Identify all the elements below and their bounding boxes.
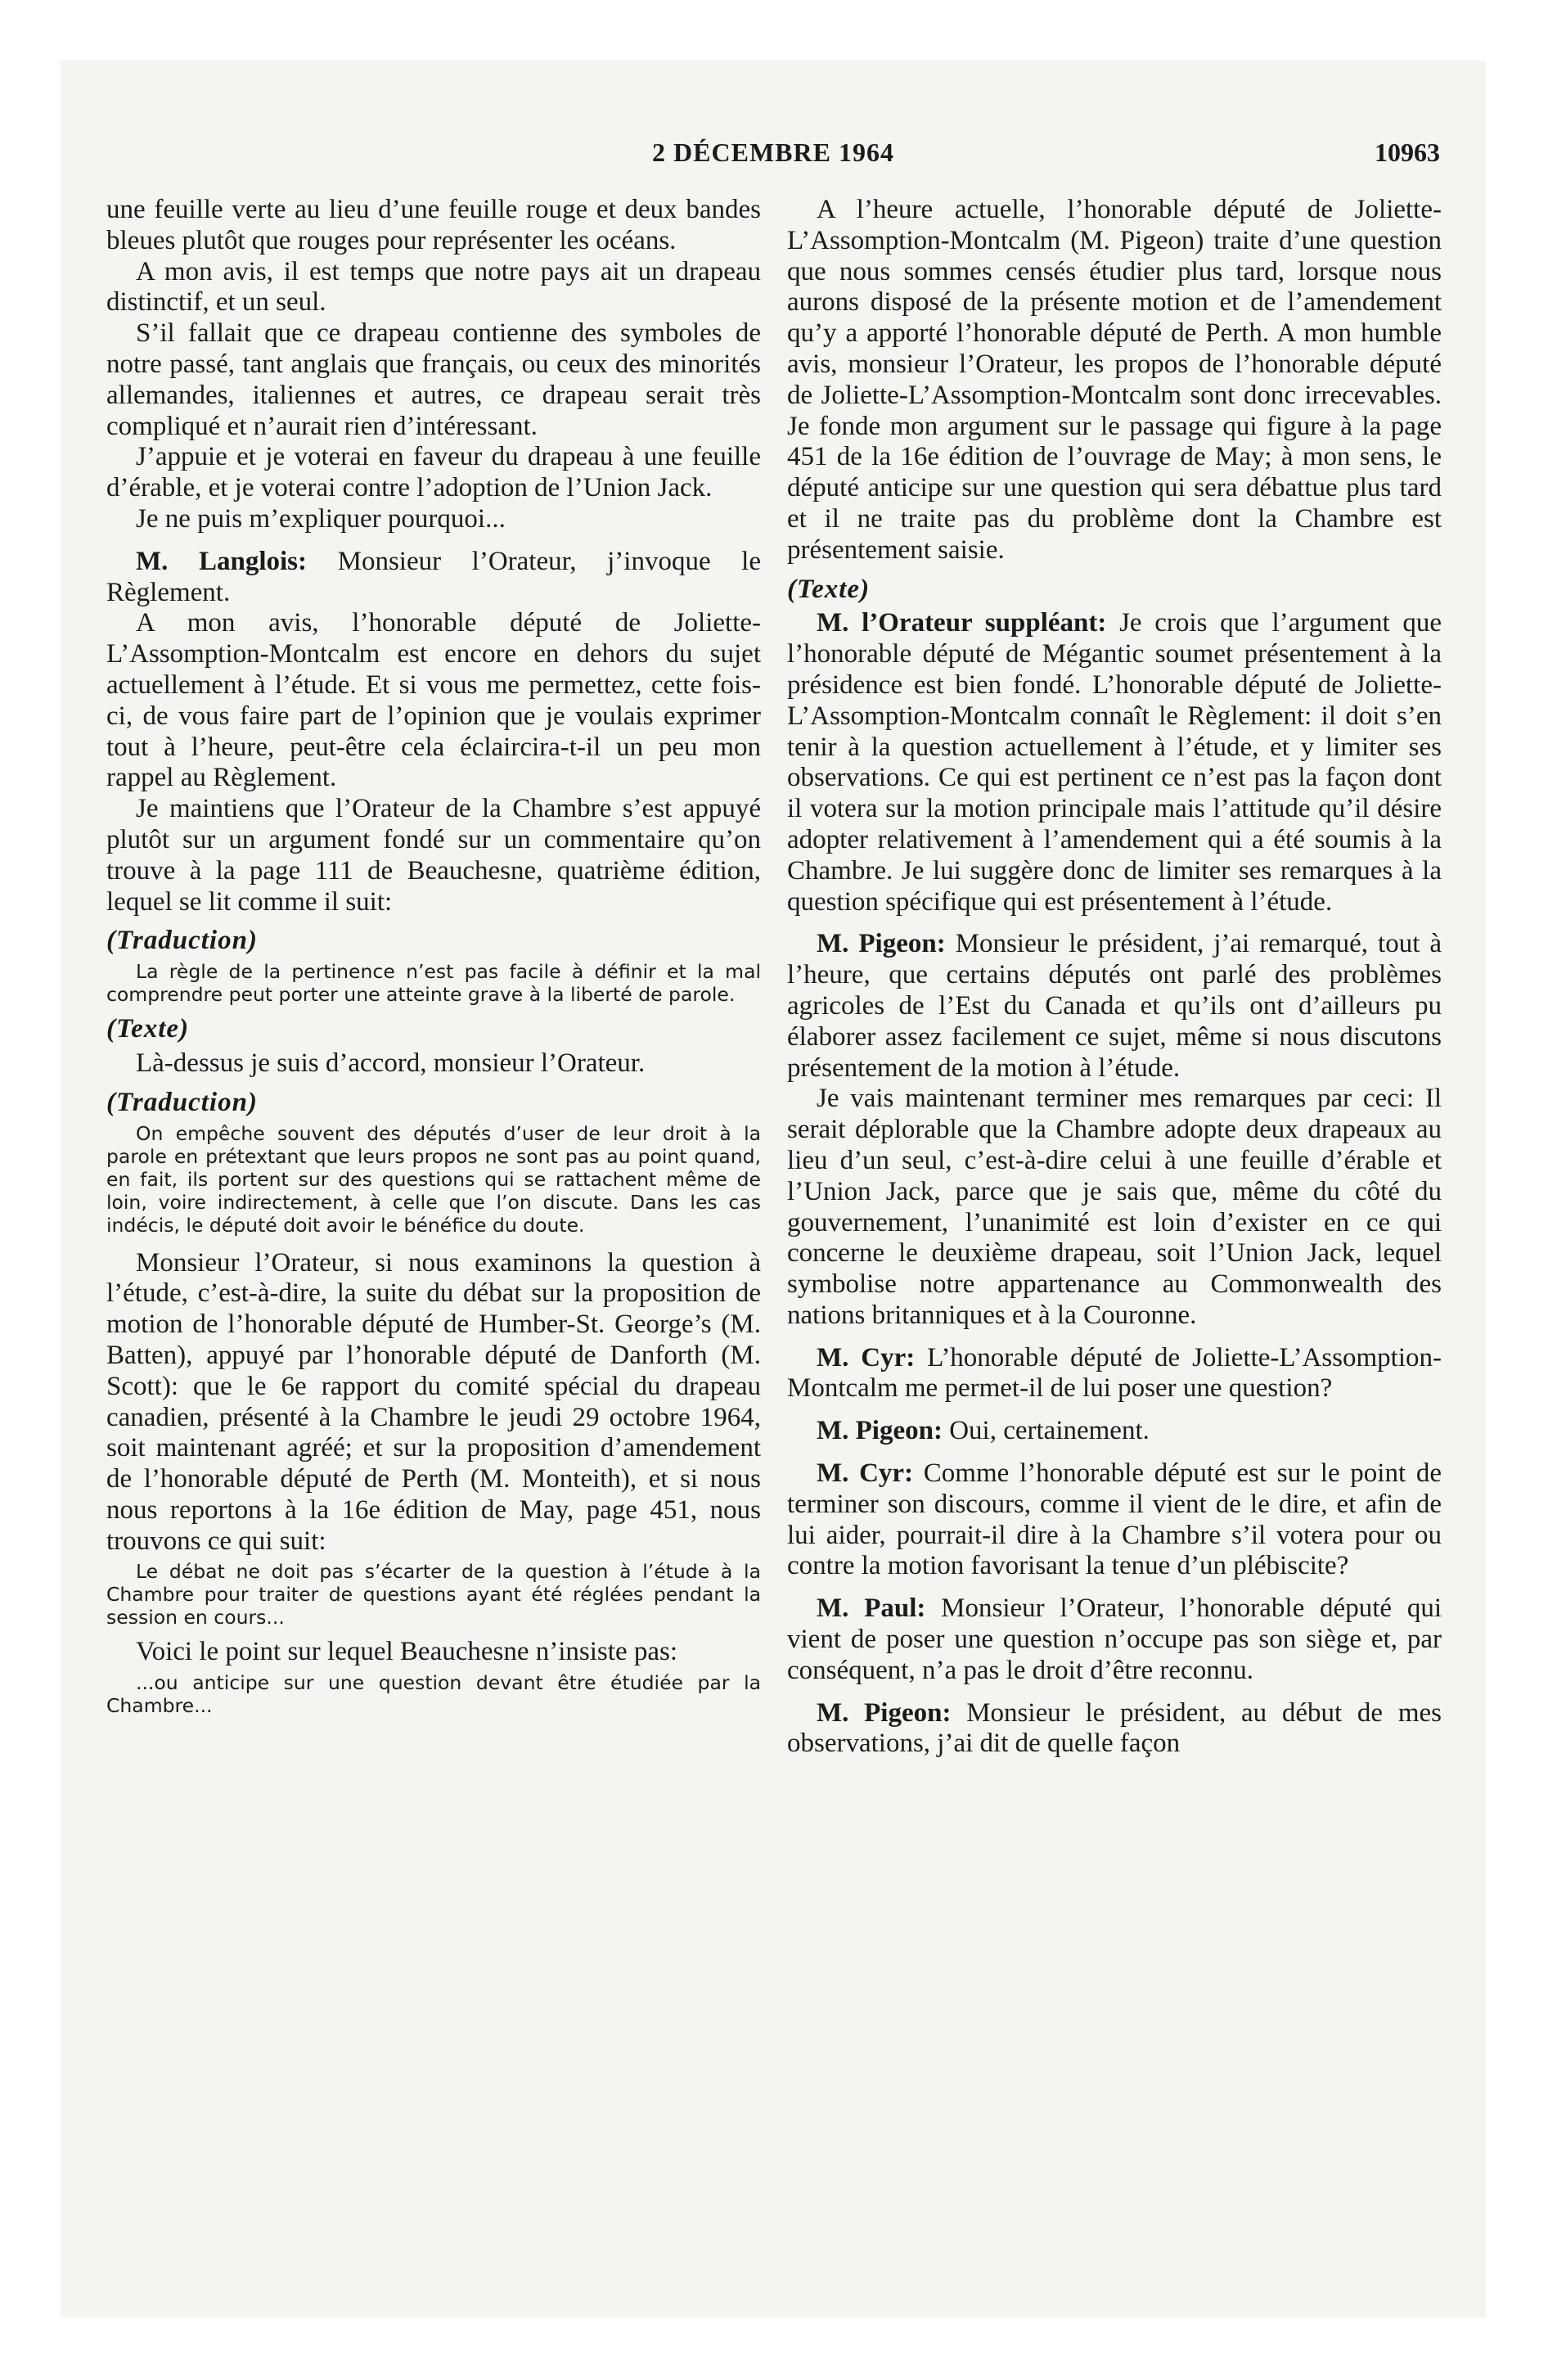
speaker-name: M. l’Orateur suppléant:: [817, 608, 1107, 638]
header-date: 2 DÉCEMBRE 1964: [652, 137, 894, 167]
speaker-name: M. Paul:: [817, 1593, 926, 1624]
speech-paragraph: [787, 929, 1442, 1084]
paragraph: A mon avis, il est temps que notre pays ait un drapeau distinctif, et un seul.: [106, 256, 761, 318]
paragraph: A mon avis, l’honorable député de Joliette-L’Assomption-Montcalm est encore en dehors du sujet actuellement à l’étude. Et si vous me permettez, cette fois-ci, de vous faire part de l’opinion que je voulais exprimer tout à l’heure, peut-être cela éclaircira-t-il un peu mon rappel au Règlement.: [106, 608, 761, 793]
speech-paragraph: [787, 1416, 1442, 1447]
page-header: [106, 137, 1440, 170]
speech-paragraph: [787, 1458, 1442, 1582]
paragraph: S’il fallait que ce drapeau contienne des symboles de notre passé, tant anglais que français, ou ceux des minorités allemandes, italiennes et autres, ce drapeau serait très compliqué et n’aurait rien d’intéressant.: [106, 318, 761, 441]
paragraph: Voici le point sur lequel Beauchesne n’insiste pas:: [136, 1637, 677, 1667]
speech-paragraph: [787, 608, 1442, 917]
block-quote: La règle de la pertinence n’est pas facile à définir et la mal comprendre peut porter une atteinte grave à la liberté de parole.: [106, 960, 761, 1007]
speech-paragraph: [787, 1593, 1442, 1686]
paragraph: J’appuie et je voterai en faveur du drapeau à une feuille d’érable, et je voterai contre l’adoption de l’Union Jack.: [106, 442, 761, 503]
paragraph: Je maintiens que l’Orateur de la Chambre s’est appuyé plutôt sur un argument fondé sur un commentaire qu’on trouve à la page 111 de Beauchesne, quatrième édition, lequel se lit comme il suit:: [106, 794, 761, 917]
speech-paragraph: [106, 547, 761, 609]
speaker-name: M. Pigeon:: [817, 929, 946, 959]
translation-label: (Traduction): [106, 1087, 258, 1117]
paragraph: Je ne puis m’expliquer pourquoi...: [136, 503, 506, 534]
block-quote: ...ou anticipe sur une question devant être étudiée par la Chambre...: [106, 1671, 761, 1718]
paragraph: Monsieur l’Orateur, si nous examinons la question à l’étude, c’est-à-dire, la suite du débat sur la proposition de motion de l’honorable député de Humber-St. George’s (M. Batten), appuyé par l’honorable député de Danforth (M. Scott): que le 6e rapport du comité spécial du drapeau canadien, présenté à la Chambre le jeudi 29 octobre 1964, soit maintenant agréé; et sur la proposition d’amendement de l’honorable député de Perth (M. Monteith), et si nous nous reportons à la 16e édition de May, page 451, nous trouvons ce qui suit:: [106, 1247, 761, 1556]
speech-text: Je crois que l’argument que l’honorable député de Mégantic soumet présentement à la présidence est bien fondé. L’honorable député de Joliette-L’Assomption-Montcalm connaît le Règlement: il doit s’en tenir à la question actuellement à l’étude, et y limiter ses observations. Ce qui est pertinent ce n’est pas la façon dont il votera sur la motion principale mais l’attitude qu’il désire adopter relativement à l’amendement qui a été soumis à la Chambre. Je lui suggère donc de limiter ses remarques à la question spécifique qui est présentement à l’étude.: [787, 608, 1442, 917]
speech-text: Monsieur l’Orateur, l’honorable député qui vient de poser une question n’occupe pas son siège et, par conséquent, n’a pas le droit d’être reconnu.: [787, 1593, 1442, 1685]
speech-paragraph: [787, 1343, 1442, 1405]
page-number: 10963: [1375, 137, 1440, 167]
paragraph: une feuille verte au lieu d’une feuille rouge et deux bandes bleues plutôt que rouges pour représenter les océans.: [106, 195, 761, 255]
speaker-name: M. Pigeon:: [817, 1697, 952, 1728]
paragraph: A l’heure actuelle, l’honorable député de Joliette-L’Assomption-Montcalm (M. Pigeon) traite d’une question que nous sommes censés étudier plus tard, lorsque nous aurons disposé de la présente motion et de l’amendement qu’y a apporté l’honorable député de Perth. A mon humble avis, monsieur l’Orateur, les propos de l’honorable député de Joliette-L’Assomption-Montcalm sont donc irrecevables. Je fonde mon argument sur le passage qui figure à la page 451 de la 16e édition de l’ouvrage de May; à mon sens, le député anticipe sur une question qui sera débattue plus tard et il ne traite pas du problème dont la Chambre est présentement saisie.: [787, 195, 1442, 565]
speech-paragraph: [787, 1698, 1442, 1760]
speech-text: Comme l’honorable député est sur le point de terminer son discours, comme il vient de le dire, et afin de lui aider, pourrait-il dire à la Chambre s’il votera pour ou contre la motion favorisant la tenue d’un plébiscite?: [787, 1458, 1442, 1581]
text-label: (Texte): [787, 574, 871, 604]
block-quote: On empêche souvent des députés d’user de leur droit à la parole en prétextant que leurs propos ne sont pas au point quand, en fait, ils portent sur des questions qui se rattachent même de loin, voire indirectement, à celle que l’on discute. Dans les cas indécis, le député doit avoir le bénéfice du doute.: [106, 1121, 761, 1237]
paragraph: Je vais maintenant terminer mes remarques par ceci: Il serait déplorable que la Chambre adopte deux drapeaux au lieu d’un seul, c’est-à-dire celui à une feuille d’érable et l’Union Jack, parce que je sais que, même du côté du gouvernement, l’unanimité est loin d’exister en ce qui concerne le deuxième drapeau, soit l’Union Jack, lequel symbolise notre appartenance au Commonwealth des nations britanniques et à la Couronne.: [787, 1084, 1442, 1330]
block-quote: Le débat ne doit pas s’écarter de la question à l’étude à la Chambre pour traiter de questions ayant été réglées pendant la session en cours...: [106, 1560, 761, 1629]
translation-label: (Traduction): [106, 926, 258, 956]
paragraph: Là-dessus je suis d’accord, monsieur l’Orateur.: [136, 1048, 646, 1078]
right-column: [787, 195, 1442, 1760]
speaker-name: M. Pigeon:: [817, 1416, 943, 1446]
speaker-name: M. Cyr:: [817, 1458, 914, 1489]
text-label: (Texte): [106, 1014, 190, 1044]
speech-text: Monsieur l’Orateur, j’invoque le Règlement.: [106, 546, 761, 607]
left-column: [106, 195, 761, 1725]
speech-text: Monsieur le président, au début de mes observations, j’ai dit de quelle façon: [787, 1697, 1442, 1759]
speaker-name: M. Langlois:: [136, 546, 308, 576]
speech-text: Monsieur le président, j’ai remarqué, tout à l’heure, que certains députés ont parlé des problèmes agricoles de l’Est du Canada et qu’ils ont d’ailleurs pu élaborer assez facilement ce sujet, même si nous discutons présentement de la motion à l’étude.: [787, 929, 1442, 1083]
speech-text: L’honorable député de Joliette-L’Assomption-Montcalm me permet-il de lui poser une question?: [787, 1342, 1442, 1404]
speaker-name: M. Cyr:: [817, 1342, 916, 1373]
speech-text: Oui, certainement.: [942, 1416, 1150, 1446]
